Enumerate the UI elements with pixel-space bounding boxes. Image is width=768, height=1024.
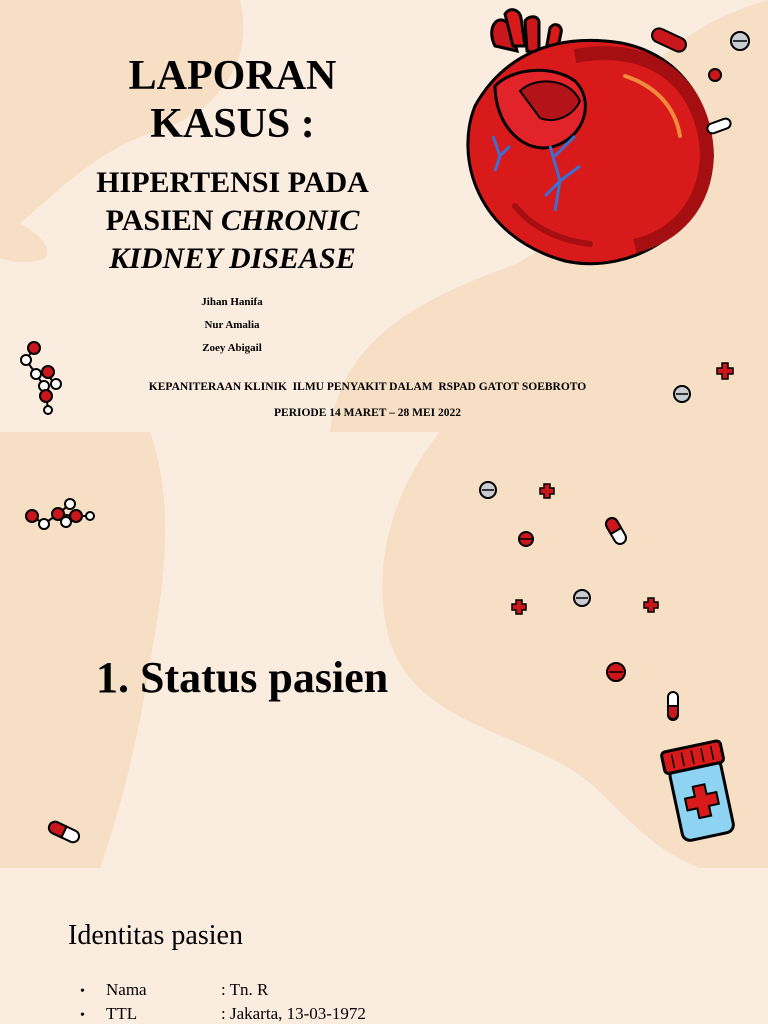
identity-label: TTL (106, 1004, 138, 1023)
bullet: • (80, 984, 85, 999)
subtitle-italic: KIDNEY DISEASE (109, 242, 356, 275)
red-pill-icon (517, 530, 535, 548)
title (60, 52, 405, 148)
identity-value: : Tn. R (221, 980, 269, 999)
background-blobs (0, 432, 768, 868)
bullet: • (80, 1008, 85, 1023)
period: PERIODE 14 MARET – 28 MEI 2022 (274, 407, 461, 419)
cross-pill-icon (642, 596, 660, 614)
identity-row (80, 1004, 366, 1024)
section-slide (0, 432, 768, 868)
subtitle-line (60, 240, 405, 278)
subtitle-line: HIPERTENSI PADA (96, 166, 369, 199)
author-name: Nur Amalia (204, 319, 260, 331)
title-line: KASUS : (150, 101, 315, 147)
institution: KEPANITERAAN KLINIK ILMU PENYAKIT DALAM RSPAD GATOT SOEBROTO (148, 381, 587, 393)
capsule-white-icon (664, 690, 682, 724)
capsule-red-icon (44, 818, 84, 846)
molecule-icon (16, 338, 68, 416)
cross-pill-icon (510, 598, 528, 616)
content-heading: Identitas pasien (68, 920, 243, 951)
cross-pill-icon (538, 482, 556, 500)
subtitle-plain: PASIEN (105, 204, 214, 237)
identity-row (80, 980, 268, 1000)
author-name: Zoey Abigail (202, 342, 262, 354)
content-slide (0, 868, 768, 1024)
capsule-white-icon (704, 116, 734, 136)
subtitle-italic: CHRONIC (220, 204, 360, 237)
author-list (132, 291, 332, 360)
round-pill-icon (478, 480, 498, 500)
red-pill-icon (605, 661, 627, 683)
title-slide (0, 0, 768, 432)
section-heading: 1. Status pasien (96, 653, 389, 702)
subtitle (60, 164, 405, 278)
subtitle-line (60, 202, 405, 240)
capsule-red-icon (601, 514, 631, 548)
cross-pill-icon (714, 360, 736, 382)
molecule-icon (24, 496, 98, 532)
round-pill-icon (729, 30, 751, 52)
capsule-red-icon (648, 24, 690, 56)
round-pill-icon (572, 588, 592, 608)
red-pill-icon (706, 66, 724, 84)
round-pill-icon (671, 383, 693, 405)
identity-value: : Jakarta, 13-03-1972 (221, 1004, 366, 1023)
identity-label: Nama (106, 980, 147, 999)
author-name: Jihan Hanifa (201, 296, 263, 308)
title-line: LAPORAN (128, 53, 337, 99)
medicine-bottle-icon (660, 737, 744, 847)
